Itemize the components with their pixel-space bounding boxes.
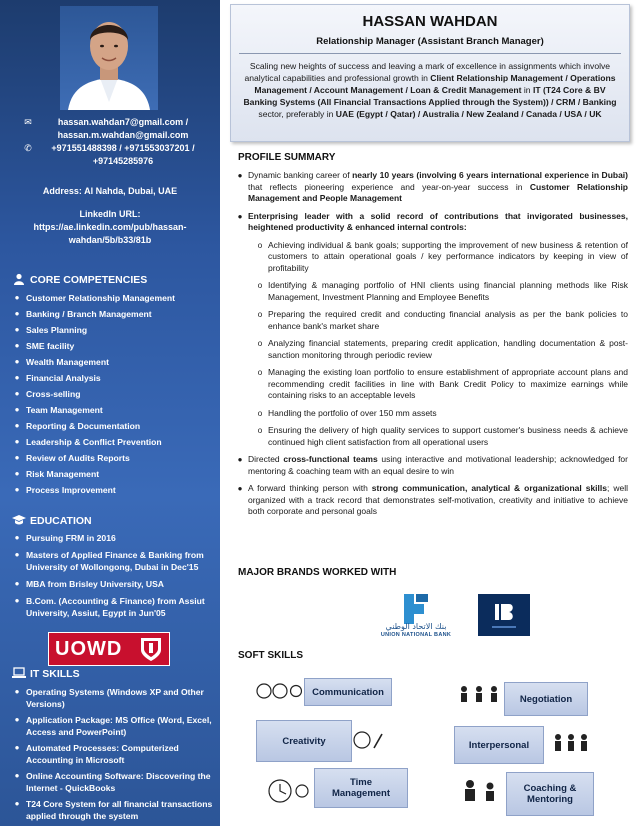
uowd-logo-text: UOWD: [55, 637, 123, 660]
list-item: ● Reporting & Documentation: [14, 421, 141, 431]
list-item: ● Risk Management: [14, 469, 100, 479]
skill-creativity: Creativity: [256, 720, 352, 762]
profile-item: ● Dynamic banking career of nearly 10 years (involving 6 years international experience in Dubai) that reflects pioneering experience and year-on-year success in Customer Relationship Management and People Management: [237, 170, 629, 203]
brand1-english-name: UNION NATIONAL BANK: [380, 632, 452, 638]
email-2[interactable]: hassan.m.wahdan@gmail.com: [57, 130, 189, 140]
profile-item: ● Enterprising leader with a solid record of contributions that invigorated businesses, heightened productivity & enhanced internal controls:: [237, 210, 628, 232]
list-item: ● Application Package: MS Office (Word, Excel, Access and PowerPoint): [14, 715, 212, 737]
it-skills-title: IT SKILLS: [30, 668, 80, 680]
profile-sublist: [232, 240, 628, 449]
list-item: ● Customer Relationship Management: [14, 293, 175, 303]
list-item: ● Financial Analysis: [14, 373, 101, 383]
linkedin-block: [10, 208, 210, 247]
core-competencies-list: [8, 292, 213, 500]
header-box: [230, 4, 630, 142]
second-bank-logo: [478, 594, 530, 636]
skill-communication: Communication: [304, 678, 392, 706]
sidebar: [0, 0, 220, 826]
linkedin-label: LinkedIn URL:: [79, 209, 141, 219]
laptop-icon: [8, 667, 30, 681]
major-brands-heading: MAJOR BRANDS WORKED WITH: [238, 567, 397, 578]
email-1[interactable]: hassan.wahdan7@gmail.com /: [57, 117, 189, 127]
phone-1: +971551488398 / +971553037201 /: [51, 143, 195, 153]
phone-2: +97145285976: [92, 156, 154, 166]
candidate-role: Relationship Manager (Assistant Branch Manager): [316, 36, 544, 47]
list-item: ● Wealth Management: [14, 357, 109, 367]
list-item: ● Cross-selling: [14, 389, 81, 399]
profile-item: ● Directed cross-functional teams using interactive and motivational leadership; acknowledged for mentoring & coaching team with an equal desire to win: [237, 454, 628, 476]
core-competencies-title: CORE COMPETENCIES: [30, 274, 148, 286]
list-item: ● Team Management: [14, 405, 103, 415]
profile-summary-heading: PROFILE SUMMARY: [238, 152, 336, 163]
education-heading: [8, 513, 213, 529]
list-item: ● Banking / Branch Management: [14, 309, 152, 319]
sub-item: o Achieving individual & bank goals; supporting the improvement of new business & retention of customers to attain operational goals / key performance indicators by keeping in view of profitability: [257, 239, 628, 273]
phone-icon: ✆: [24, 143, 32, 153]
skill-negotiation: Negotiation: [504, 682, 588, 716]
profile-item: ● A forward thinking person with strong communication, analytical & organizational skills; well organized with a track record that demonstrates self-motivation, creativity and initiative to achieve both corporate and personal goals: [237, 483, 628, 516]
union-national-bank-logo: [364, 592, 468, 640]
soft-skills-graphic: [252, 668, 598, 820]
list-item: ● MBA from Brisley University, USA: [14, 579, 165, 589]
sub-item: o Ensuring the delivery of high quality services to support customer's business needs & achieve continued high client satisfaction from all operational users: [257, 425, 628, 447]
handshake-people-icon: [456, 684, 502, 709]
list-item: ● Leadership & Conflict Prevention: [14, 437, 162, 447]
list-item: ● Operating Systems (Windows XP and Other Versions): [14, 687, 204, 709]
list-item: ● Review of Audits Reports: [14, 453, 130, 463]
list-item: ● Automated Processes: Computerized Accounting in Microsoft: [14, 743, 179, 765]
it-skills-list: [8, 686, 213, 826]
sub-item: o Preparing the required credit and conducting financial analysis as per the bank policies to enhance bank's market share: [257, 309, 628, 331]
education-list: [8, 532, 213, 624]
list-item: ● Masters of Applied Finance & Banking from University of Wollongong, Dubai in Dec'15: [14, 550, 204, 572]
sub-item: o Handling the portfolio of over 150 mm assets: [257, 407, 437, 418]
crest-icon: [139, 636, 163, 662]
group-icon: [548, 732, 594, 757]
skill-time-management: Time Management: [314, 768, 408, 808]
it-skills-heading: [8, 666, 213, 682]
uowd-logo: [48, 632, 170, 666]
clock-icon: [266, 776, 312, 809]
list-item: ● Sales Planning: [14, 325, 88, 335]
graduation-cap-icon: [8, 514, 30, 529]
lightbulb-pen-icon: [352, 730, 386, 755]
list-item: ● Online Accounting Software: Discovering the Internet - QuickBooks: [14, 771, 211, 793]
skill-coaching-mentoring: Coaching & Mentoring: [506, 772, 594, 816]
soft-skills-heading: SOFT SKILLS: [238, 650, 303, 661]
skill-interpersonal: Interpersonal: [454, 726, 544, 764]
list-item: ● T24 Core System for all financial transactions applied through the system: [14, 799, 213, 821]
linkedin-url-1[interactable]: https://ae.linkedin.com/pub/hassan-: [33, 222, 187, 232]
sub-item: o Managing the existing loan portfolio to ensure establishment of appropriate account plans and recommending credit facilities in line with Bank Credit Policy to maximize earnings while containing risks to an acceptable levels: [257, 367, 628, 400]
core-competencies-heading: [8, 272, 213, 288]
candidate-name: HASSAN WAHDAN: [362, 13, 498, 30]
header-divider: [239, 53, 621, 54]
list-item: ● Pursuing FRM in 2016: [14, 533, 116, 543]
address: Address: Al Nahda, Dubai, UAE: [42, 186, 178, 196]
mentor-icon: [458, 776, 504, 809]
brand1-arabic-name: بنك الاتحاد الوطني: [385, 622, 447, 631]
list-item: ● B.Com. (Accounting & Finance) from Assiut University, Assiut, Egypt in Jun'05: [14, 596, 205, 618]
profile-photo: [60, 6, 158, 110]
profile-summary: [232, 170, 628, 524]
sub-item: o Analyzing financial statements, preparing credit application, handling documentation & post-sanction monitoring through periodic review: [257, 338, 628, 360]
people-talking-icon: [256, 680, 302, 705]
list-item: ● Process Improvement: [14, 485, 116, 495]
header-summary: Scaling new heights of success and leaving a mark of excellence in assignments which involve analytical capabilities and professional growth in Client Relationship Management / Operations Management / Account Management / Loan & Credit Management in IT (T24 Core & BV Banking Systems (All Financial Transactions Applied through the System)) / CRM / Banking sector, preferably in UAE (Egypt / Qatar) / Australia / New Zealand / Canada / USA / UK: [243, 61, 617, 119]
education-title: EDUCATION: [30, 515, 92, 527]
sub-item: o Identifying & managing portfolio of HNI clients using financial planning methods like Risk Management, Investment Planning and Employee Benefits: [257, 280, 628, 302]
envelope-icon: ✉: [24, 117, 32, 127]
list-item: ● SME facility: [14, 341, 75, 351]
contact-block: [20, 116, 210, 168]
linkedin-url-2[interactable]: wahdan/5b/b33/81b: [68, 235, 152, 245]
person-icon: [8, 273, 30, 288]
